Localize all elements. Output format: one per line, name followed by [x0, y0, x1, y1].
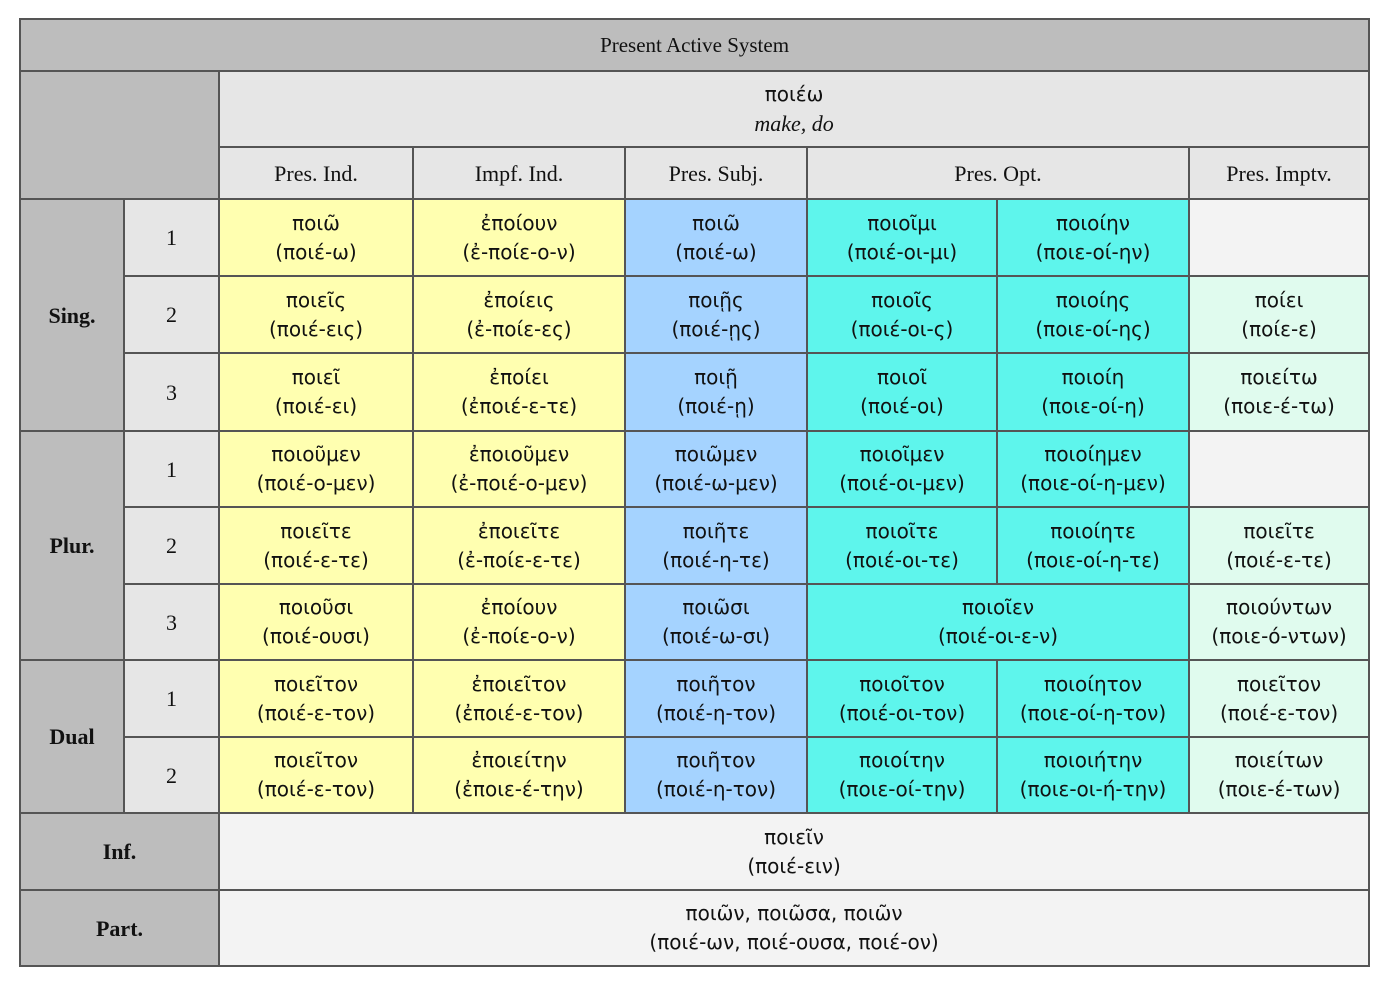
- form: ποιείτων: [1234, 748, 1324, 772]
- form: ἐποίεις: [483, 287, 555, 312]
- form-cell: [807, 431, 997, 507]
- form: ποιοῖμι: [867, 210, 937, 235]
- number-label-dual: Dual: [20, 660, 124, 813]
- parse: (ποιε-έ-τω): [1223, 394, 1335, 418]
- number-label-sing: Sing.: [20, 199, 124, 431]
- form: ἐποιοῦμεν: [468, 442, 570, 466]
- parse: (ποιέ-οι-ε-ν): [937, 624, 1059, 648]
- form-cell: [997, 431, 1189, 507]
- person-label: 3: [124, 353, 219, 431]
- person-label: 1: [124, 660, 219, 737]
- table-row: [20, 507, 1369, 584]
- form-cell: [1189, 584, 1369, 660]
- form-cell: [625, 276, 807, 353]
- form-cell: [807, 737, 997, 813]
- form: ποιῆτον: [676, 748, 756, 772]
- form-cell: [413, 276, 625, 353]
- form: ποιοῖτε: [865, 518, 939, 543]
- parse: (ποιε-οί-η-τε): [1026, 547, 1160, 572]
- parse: (ἐ-ποιέ-ο-μεν): [450, 471, 588, 495]
- infinitive-label: Inf.: [20, 813, 219, 890]
- form-cell: [807, 507, 997, 584]
- form-cell: [997, 199, 1189, 276]
- form-cell: [1189, 507, 1369, 584]
- form: ποίει: [1254, 287, 1304, 312]
- parse: (ποιέ-η-τε): [662, 547, 770, 572]
- form-cell: [807, 199, 997, 276]
- parse: (ποιέ-ω): [275, 239, 357, 264]
- parse: (ποιε-οί-ην): [1035, 239, 1151, 264]
- form-cell: [807, 584, 1189, 660]
- form: ποιοίητον: [1043, 671, 1143, 696]
- parse: (ποιέ-η-τον): [655, 777, 777, 801]
- form-cell: [413, 199, 625, 276]
- form-cell: [219, 584, 413, 660]
- form-cell: [219, 660, 413, 737]
- form: ποιῆτον: [676, 671, 756, 696]
- parse: (ποιέ-η-τον): [655, 700, 777, 725]
- col-header-pres-imptv: Pres. Imptv.: [1189, 147, 1369, 199]
- form-cell: [997, 276, 1189, 353]
- form-cell: [219, 353, 413, 431]
- form: ποιῇ: [694, 365, 738, 389]
- form: ποιείτω: [1240, 365, 1318, 389]
- parse: (ποιε-οί-η-τον): [1019, 700, 1167, 725]
- form: ποιεῖτε: [280, 518, 352, 543]
- form: ποιῶσι: [682, 595, 750, 619]
- form: ποιοίης: [1055, 287, 1131, 312]
- parse: (ποιέ-ῃ): [677, 394, 755, 418]
- form: ἐποιεῖτον: [471, 671, 567, 696]
- form: ποιοῦμεν: [271, 442, 361, 466]
- person-label: 1: [124, 199, 219, 276]
- form: ποιῶμεν: [674, 442, 758, 466]
- form: ποιοῖτον: [859, 671, 945, 696]
- form: ποιοίη: [1061, 365, 1125, 389]
- form: ποιεῖ: [291, 365, 341, 389]
- parse: (ποιέ-ε-τε): [263, 547, 369, 572]
- table-row: [20, 353, 1369, 431]
- parse: (ποιέ-οι): [860, 394, 944, 418]
- form-cell: [219, 737, 413, 813]
- col-header-pres-opt: Pres. Opt.: [807, 147, 1189, 199]
- parse: (ποιέ-ω): [675, 239, 757, 264]
- col-header-impf-ind: Impf. Ind.: [413, 147, 625, 199]
- form-cell: [625, 199, 807, 276]
- table-row: [20, 584, 1369, 660]
- col-header-pres-subj: Pres. Subj.: [625, 147, 807, 199]
- table-row: [20, 737, 1369, 813]
- participle-label: Part.: [20, 890, 219, 966]
- parse: (ποιέ-ε-τον): [1219, 700, 1339, 725]
- table-row: [20, 890, 1369, 966]
- empty-cell: [1189, 431, 1369, 507]
- form: ποιῇς: [688, 287, 744, 312]
- form-cell: [807, 660, 997, 737]
- form-cell: [219, 276, 413, 353]
- parse: (ποιέ-ω-μεν): [654, 471, 778, 495]
- parse: (ποιέ-εις): [269, 316, 363, 341]
- number-label-plur: Plur.: [20, 431, 124, 660]
- parse: (ποιέ-ε-τον): [256, 777, 376, 801]
- parse: (ποιέ-οι-μι): [846, 239, 958, 264]
- form: ποιεῖς: [285, 287, 347, 312]
- form-cell: [625, 353, 807, 431]
- empty-cell: [1189, 199, 1369, 276]
- table-row: [20, 199, 1369, 276]
- parse: (ποιε-οι-ή-την): [1019, 777, 1167, 801]
- conjugation-table: [19, 18, 1370, 967]
- form-cell: [625, 507, 807, 584]
- participle-cell: [219, 890, 1369, 966]
- lemma-word: ποιέω: [764, 81, 824, 106]
- parse: (ποιέ-ο-μεν): [256, 471, 376, 495]
- form: ποιεῖτε: [1243, 518, 1315, 543]
- form: ἐποίουν: [480, 595, 558, 619]
- table-row: [20, 813, 1369, 890]
- form-cell: [413, 584, 625, 660]
- form: ποιοιήτην: [1043, 748, 1143, 772]
- person-label: 2: [124, 276, 219, 353]
- person-label: 3: [124, 584, 219, 660]
- form: ποιοῖς: [871, 287, 933, 312]
- form: ἐποιεῖτε: [477, 518, 561, 543]
- form-cell: [219, 507, 413, 584]
- form-cell: [1189, 276, 1369, 353]
- parse: (ποιέ-ει): [274, 394, 358, 418]
- form: ποιεῖν: [764, 824, 824, 849]
- parse: (ποιε-οί-η-μεν): [1020, 471, 1166, 495]
- parse: (ποιε-οί-ης): [1035, 316, 1151, 341]
- table-row: [20, 276, 1369, 353]
- form: ποιοίημεν: [1044, 442, 1142, 466]
- parse: (ποιέ-οι-τε): [845, 547, 959, 572]
- parse: (ποιε-ό-ντων): [1211, 624, 1347, 648]
- form: ποιῶν, ποιῶσα, ποιῶν: [685, 901, 903, 925]
- parse: (ποιε-οί-την): [838, 777, 966, 801]
- parse: (ποιέ-ε-τον): [256, 700, 376, 725]
- form: ποιοῖμεν: [859, 442, 945, 466]
- form: ποιεῖτον: [1237, 671, 1322, 696]
- parse: (ποιέ-ειν): [747, 853, 841, 878]
- table-row: [20, 431, 1369, 507]
- form-cell: [413, 737, 625, 813]
- form: ποιεῖτον: [273, 748, 359, 772]
- form-cell: [625, 431, 807, 507]
- parse: (ἐποιέ-ε-τον): [454, 700, 584, 725]
- form: ποιούντων: [1226, 595, 1333, 619]
- form-cell: [625, 737, 807, 813]
- parse: (ἐ-ποίε-ο-ν): [462, 624, 576, 648]
- col-header-pres-ind: Pres. Ind.: [219, 147, 413, 199]
- form: ἐποίει: [489, 365, 549, 389]
- parse: (ποιέ-ων, ποιέ-ουσα, ποιέ-ον): [649, 930, 939, 954]
- person-label: 2: [124, 507, 219, 584]
- form: ποιοίητε: [1050, 518, 1136, 543]
- parse: (ποίε-ε): [1241, 316, 1317, 341]
- form: ποιεῖτον: [273, 671, 359, 696]
- parse: (ποιέ-ουσι): [262, 624, 370, 648]
- lemma-gloss: make, do: [754, 110, 834, 136]
- header-corner: [20, 71, 219, 199]
- parse: (ποιέ-ε-τε): [1226, 547, 1332, 572]
- parse: (ποιέ-οι-τον): [838, 700, 966, 725]
- form-cell: [997, 737, 1189, 813]
- parse: (ἐποιέ-ε-τε): [460, 394, 578, 418]
- form-cell: [625, 584, 807, 660]
- person-label: 1: [124, 431, 219, 507]
- form-cell: [807, 276, 997, 353]
- parse: (ποιέ-οι-ς): [850, 316, 954, 341]
- form-cell: [413, 660, 625, 737]
- form: ποιῶ: [692, 210, 740, 235]
- form-cell: [413, 353, 625, 431]
- lemma-header: [219, 71, 1369, 147]
- form: ἐποιείτην: [471, 748, 567, 772]
- form-cell: [413, 431, 625, 507]
- table-row: [20, 660, 1369, 737]
- parse: (ποιέ-ῃς): [671, 316, 761, 341]
- form-cell: [997, 507, 1189, 584]
- parse: (ἐποιε-έ-την): [454, 777, 584, 801]
- parse: (ποιε-οί-η): [1041, 394, 1145, 418]
- form: ποιοίην: [1056, 210, 1130, 235]
- form-cell: [413, 507, 625, 584]
- parse: (ἐ-ποίε-ες): [466, 316, 572, 341]
- infinitive-cell: [219, 813, 1369, 890]
- form-cell: [1189, 660, 1369, 737]
- form: ποιοίτην: [859, 748, 945, 772]
- parse: (ποιέ-ω-σι): [661, 624, 771, 648]
- form: ποιοῦσι: [278, 595, 354, 619]
- form-cell: [997, 353, 1189, 431]
- parse: (ἐ-ποίε-ο-ν): [462, 239, 576, 264]
- person-label: 2: [124, 737, 219, 813]
- form: ποιῆτε: [682, 518, 750, 543]
- form-cell: [807, 353, 997, 431]
- form-cell: [1189, 353, 1369, 431]
- form: ποιοῖ: [876, 365, 928, 389]
- form: ἐποίουν: [480, 210, 558, 235]
- parse: (ποιε-έ-των): [1217, 777, 1341, 801]
- form-cell: [625, 660, 807, 737]
- parse: (ποιέ-οι-μεν): [839, 471, 965, 495]
- form: ποιοῖεν: [961, 595, 1035, 619]
- form-cell: [219, 199, 413, 276]
- form: ποιῶ: [292, 210, 340, 235]
- form-cell: [997, 660, 1189, 737]
- form-cell: [1189, 737, 1369, 813]
- table-title: Present Active System: [20, 19, 1369, 71]
- parse: (ἐ-ποίε-ε-τε): [457, 547, 581, 572]
- form-cell: [219, 431, 413, 507]
